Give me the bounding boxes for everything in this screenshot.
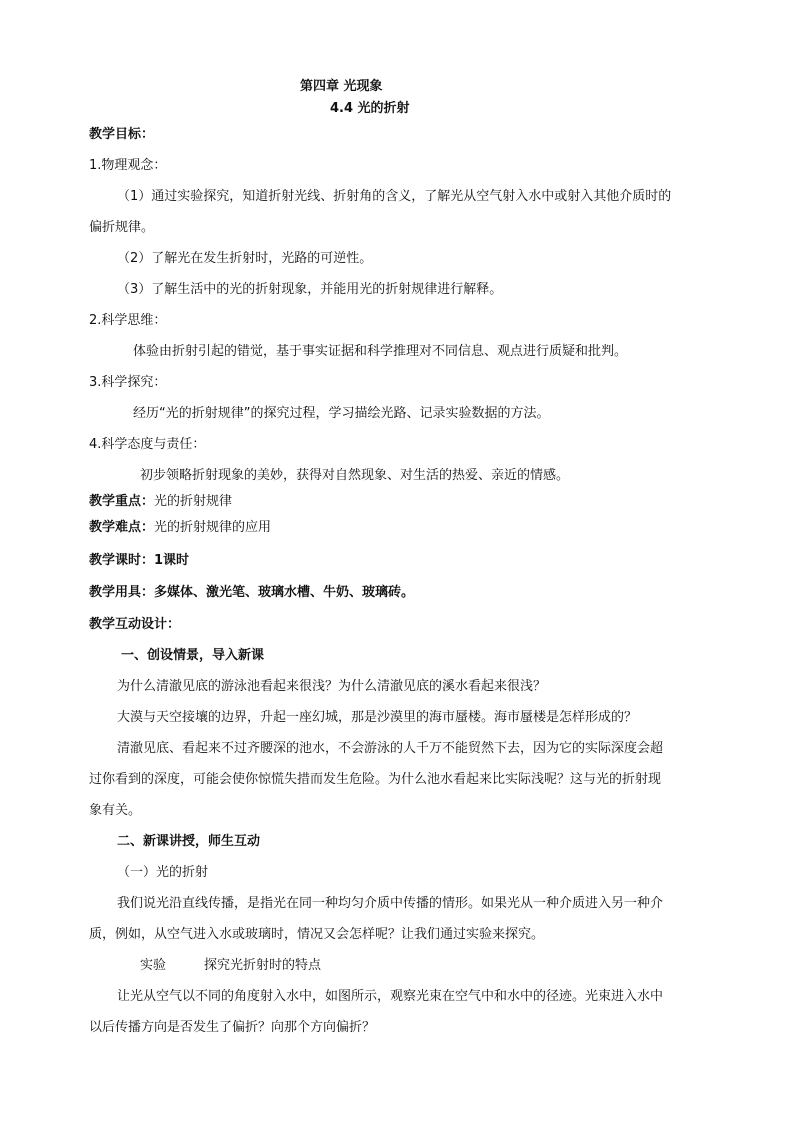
teaching-difficulty-value: 光的折射规律的应用 (154, 520, 272, 535)
objective-1-heading: 1.物理观念： (89, 158, 167, 173)
chapter-title: 第四章 光现象 (300, 79, 383, 94)
part-2-subheading: （一）光的折射 (117, 865, 209, 880)
part-2-paragraph-2: 让光从空气以不同的角度射入水中，如图所示，观察光束在空气中和水中的径迹。光束进入水中 (117, 989, 664, 1004)
part-1-heading: 一、创设情景，导入新课 (121, 648, 265, 663)
teaching-focus (89, 494, 232, 510)
objective-2-text: 体验由折射引起的错觉，基于事实证据和科学推理对不同信息、观点进行质疑和批判。 (133, 344, 628, 359)
objective-1-item-2: （2）了解光在发生折射时，光路的可逆性。 (117, 251, 373, 266)
experiment-title: 探究光折射时的特点 (204, 958, 322, 973)
objective-1-text: （1）通过实验探究，知道折射光线、折射角的含义，了解光从空气射入水中或射入其他介质时的 (117, 189, 672, 204)
part-2-heading: 二、新课讲授，师生互动 (117, 834, 261, 849)
part-2-paragraph-1-cont: 质，例如，从空气进入水或玻璃时，情况又会怎样呢？让我们通过实验来探究。 (89, 927, 545, 942)
part-1-paragraph-3: 清澈见底、看起来不过齐腰深的池水，不会游泳的人千万不能贸然下去，因为它的实际深度会超 (117, 741, 664, 756)
objective-4-text: 初步领略折射现象的美妙，获得对自然现象、对生活的热爱、亲近的情感。 (140, 468, 570, 483)
section-title: 4.4 光的折射 (330, 101, 410, 116)
objectives-heading: 教学目标： (89, 127, 155, 142)
teaching-focus-value: 光的折射规律 (154, 494, 233, 509)
part-1-paragraph-2: 大漠与天空接壤的边界，升起一座幻城，那是沙漠里的海市蜃楼。海市蜃楼是怎样形成的？ (117, 710, 638, 725)
part-2-paragraph-2-cont: 以后传播方向是否发生了偏折？向那个方向偏折？ (89, 1020, 376, 1035)
part-1-paragraph-3-cont: 过你看到的深度，可能会使你惊慌失措而发生危险。为什么池水看起来比实际浅呢？这与光的折射现 (89, 772, 662, 787)
part-1-paragraph-1: 为什么清澈见底的游泳池看起来很浅？为什么清澈见底的溪水看起来很浅？ (117, 679, 547, 694)
experiment-label: 实验 (140, 958, 167, 973)
objective-1-text-cont: 偏折规律。 (89, 220, 155, 235)
objective-4-heading: 4.科学态度与责任： (89, 437, 206, 452)
teaching-difficulty-label: 教学难点： (89, 520, 155, 535)
teaching-tools: 教学用具：多媒体、激光笔、玻璃水槽、牛奶、玻璃砖。 (89, 585, 415, 600)
objective-3-heading: 3.科学探究： (89, 375, 167, 390)
teaching-difficulty (89, 520, 271, 536)
interaction-design-heading: 教学互动设计： (89, 617, 181, 632)
objective-3-text: 经历“光的折射规律”的探究过程，学习描绘光路、记录实验数据的方法。 (133, 406, 550, 421)
objective-2-heading: 2.科学思维： (89, 313, 167, 328)
objective-1-item-3: （3）了解生活中的光的折射现象，并能用光的折射规律进行解释。 (117, 282, 503, 297)
part-1-paragraph-3-end: 象有关。 (89, 803, 142, 818)
teaching-focus-label: 教学重点： (89, 494, 155, 509)
part-2-paragraph-1: 我们说光沿直线传播，是指光在同一种均匀介质中传播的情形。如果光从一种介质进入另一种介 (117, 896, 664, 911)
teaching-hours: 教学课时：1课时 (89, 553, 190, 568)
